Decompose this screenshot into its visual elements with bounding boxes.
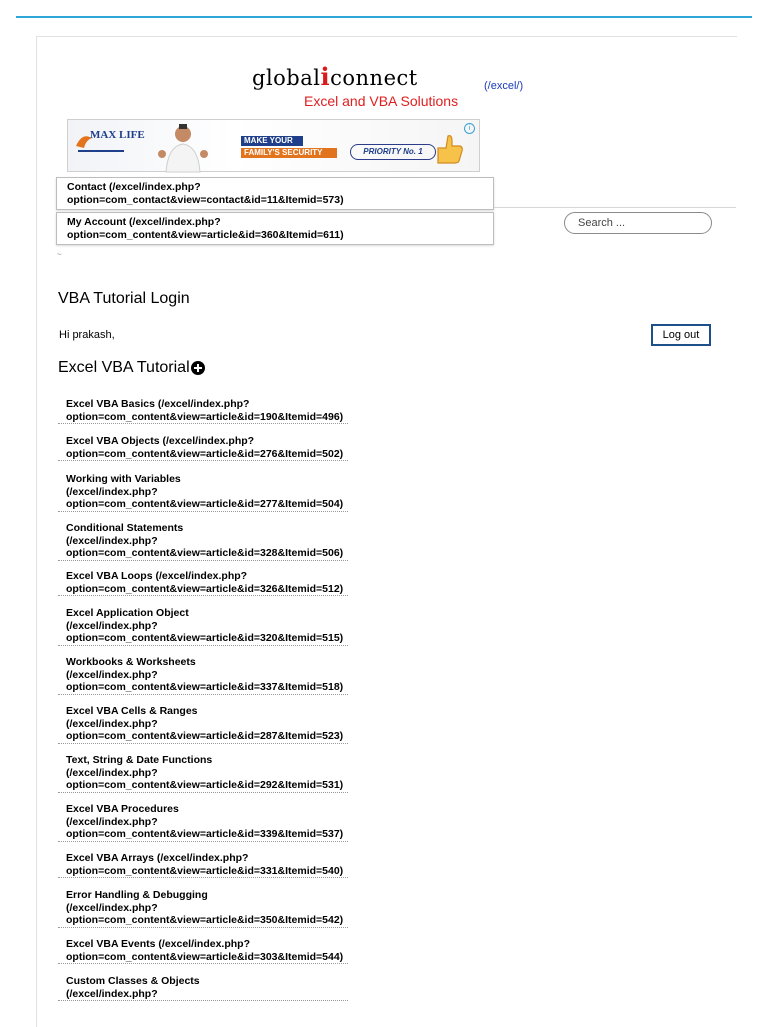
tutorial-link-text: Excel VBA Arrays (/excel/index.php?: [66, 852, 249, 864]
tutorial-link-text: Excel VBA Events (/excel/index.php?: [66, 938, 251, 950]
tutorial-heading-text: Excel VBA Tutorial: [58, 359, 190, 376]
site-logo[interactable]: [252, 62, 432, 94]
thumbs-up-icon: [428, 128, 468, 168]
tutorial-link-text: option=com_content&view=article&id=326&Itemid=512): [66, 582, 344, 595]
ad-slogan: [241, 136, 337, 160]
small-marker: ~: [57, 250, 62, 259]
menu-contact-line2: option=com_contact&view=contact&id=11&Itemid=573): [67, 193, 344, 206]
tutorial-list-item[interactable]: [58, 435, 348, 461]
search-input[interactable]: [564, 212, 712, 234]
tutorial-link-text: Text, String & Date Functions: [66, 754, 213, 766]
ad-slogan-line2: FAMILY'S SECURITY: [241, 148, 337, 158]
tutorial-list-item[interactable]: [58, 889, 348, 928]
tutorial-link-text: (/excel/index.php?: [66, 717, 158, 730]
tutorial-list-item[interactable]: [58, 938, 348, 964]
logout-button[interactable]: Log out: [651, 324, 711, 346]
login-heading: VBA Tutorial Login: [58, 290, 190, 307]
tutorial-link-text: option=com_content&view=article&id=287&Itemid=523): [66, 730, 344, 743]
tutorial-link-text: option=com_content&view=article&id=277&Itemid=504): [66, 498, 344, 511]
user-greeting: Hi prakash,: [59, 329, 115, 341]
menu-account-line2: option=com_content&view=article&id=360&Itemid=611): [67, 228, 344, 241]
tutorial-link-text: (/excel/index.php?: [66, 766, 158, 779]
tutorial-link-text: option=com_content&view=article&id=276&Itemid=502): [66, 447, 344, 460]
tutorial-link-text: (/excel/index.php?: [66, 485, 158, 498]
tutorial-link-text: Working with Variables: [66, 473, 181, 485]
ad-brand: MAX LIFE: [90, 129, 145, 141]
advertisement-banner[interactable]: [67, 119, 480, 172]
tutorial-list-item[interactable]: [58, 656, 348, 695]
tutorial-list-item[interactable]: [58, 975, 348, 1001]
info-icon[interactable]: i: [464, 123, 475, 134]
home-link[interactable]: (/excel/): [484, 80, 524, 92]
tutorial-link-text: option=com_content&view=article&id=328&Itemid=506): [66, 547, 344, 560]
tutorial-list-item[interactable]: [58, 852, 348, 878]
site-tagline: Excel and VBA Solutions: [304, 93, 459, 109]
ad-person-image: [148, 122, 218, 172]
tutorial-heading[interactable]: [58, 359, 205, 377]
plus-circle-icon[interactable]: [191, 361, 205, 375]
tutorial-link-text: Conditional Statements: [66, 522, 184, 534]
tutorial-link-text: option=com_content&view=article&id=292&Itemid=531): [66, 779, 344, 792]
tutorial-link-text: (/excel/index.php?: [66, 668, 158, 681]
tutorial-link-text: option=com_content&view=article&id=350&Itemid=542): [66, 914, 344, 927]
menu-item-my-account[interactable]: [56, 212, 494, 245]
tutorial-link-text: Excel VBA Procedures: [66, 803, 179, 815]
menu-divider: [494, 207, 736, 208]
tutorial-link-text: option=com_content&view=article&id=190&Itemid=496): [66, 410, 344, 423]
ad-priority-badge: PRIORITY No. 1: [350, 144, 436, 160]
tutorial-link-text: (/excel/index.php?: [66, 987, 158, 1000]
tutorial-link-text: Excel VBA Cells & Ranges: [66, 705, 198, 717]
tutorial-link-text: option=com_content&view=article&id=339&Itemid=537): [66, 828, 344, 841]
logo-letter-i: i: [320, 62, 331, 91]
tutorial-link-text: (/excel/index.php?: [66, 619, 158, 632]
tutorial-link-text: Excel Application Object: [66, 607, 189, 619]
tutorial-list-item[interactable]: [58, 522, 348, 561]
tutorial-link-text: Excel VBA Objects (/excel/index.php?: [66, 435, 255, 447]
tutorial-link-text: Workbooks & Worksheets: [66, 656, 196, 668]
top-accent-rule: [16, 16, 752, 18]
tutorial-link-text: Error Handling & Debugging: [66, 889, 208, 901]
logo-word-left: global: [252, 66, 321, 90]
max-life-logo: [74, 124, 145, 158]
menu-item-contact[interactable]: [56, 177, 494, 210]
logo-word-right: connect: [330, 66, 418, 90]
tutorial-list-item[interactable]: [58, 570, 348, 596]
tutorial-link-text: option=com_content&view=article&id=331&Itemid=540): [66, 864, 344, 877]
tutorial-link-text: Excel VBA Basics (/excel/index.php?: [66, 398, 250, 410]
tutorial-list-item[interactable]: [58, 705, 348, 744]
tutorial-link-text: (/excel/index.php?: [66, 534, 158, 547]
tutorial-link-text: option=com_content&view=article&id=320&Itemid=515): [66, 632, 344, 645]
ad-slogan-line1: MAKE YOUR: [241, 136, 303, 146]
menu-account-line1: My Account (/excel/index.php?: [67, 216, 221, 228]
tutorial-link-text: option=com_content&view=article&id=303&Itemid=544): [66, 950, 344, 963]
tutorial-link-text: (/excel/index.php?: [66, 901, 158, 914]
tutorial-list-item[interactable]: [58, 607, 348, 646]
tutorial-list-item[interactable]: [58, 803, 348, 842]
tutorial-list-item[interactable]: [58, 473, 348, 512]
tutorial-link-text: (/excel/index.php?: [66, 815, 158, 828]
tutorial-link-text: option=com_content&view=article&id=337&Itemid=518): [66, 681, 344, 694]
tutorial-list-item[interactable]: [58, 754, 348, 793]
menu-contact-line1: Contact (/excel/index.php?: [67, 181, 201, 193]
tutorial-link-text: Excel VBA Loops (/excel/index.php?: [66, 570, 248, 582]
tutorial-list-item[interactable]: [58, 398, 348, 424]
tutorial-link-text: Custom Classes & Objects: [66, 975, 200, 987]
